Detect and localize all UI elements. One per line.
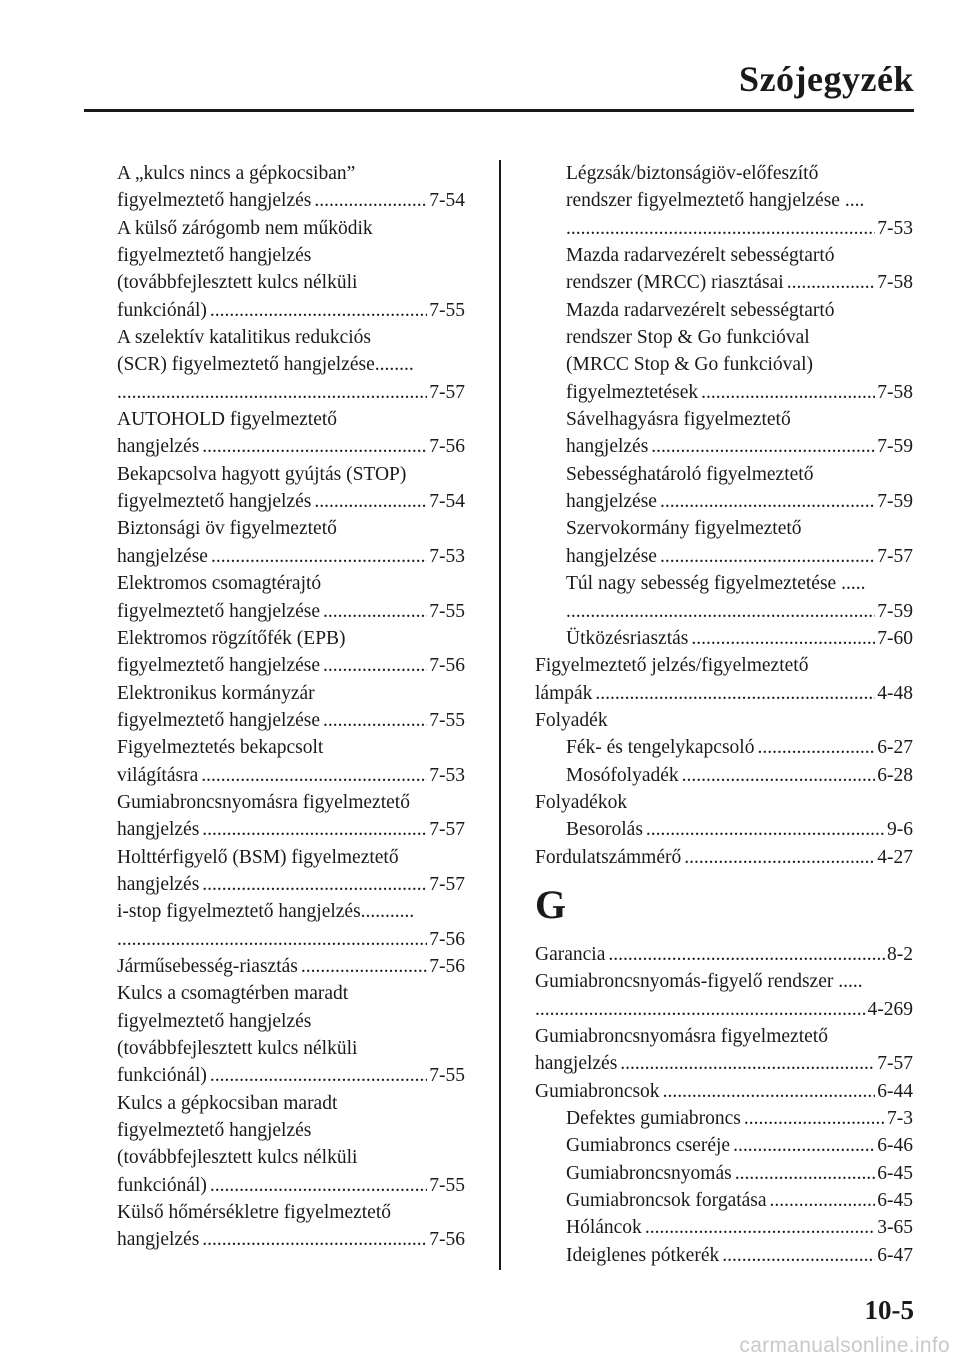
index-entry [535, 515, 913, 570]
entry-page-line [117, 1062, 465, 1089]
dot-leader [323, 652, 427, 679]
page-reference: 7-59 [877, 491, 913, 513]
dot-leader [210, 297, 427, 324]
entry-line: Gumiabroncsnyomás-figyelő rendszer ..... [535, 971, 863, 993]
entry-text: Gumiabroncs cseréje [566, 1135, 731, 1157]
entry-text: Ütközésriasztás [566, 627, 689, 649]
entry-page-line [535, 996, 913, 1023]
entry-page-line [535, 379, 913, 406]
index-column-right [535, 160, 913, 1269]
entry-line: Külső hőmérsékletre figyelmeztető [117, 1202, 391, 1224]
index-heading: Folyadék [535, 709, 608, 731]
entry-page-line [535, 215, 913, 242]
index-column-left [117, 160, 465, 1254]
entry-line: Holttérfigyelő (BSM) figyelmeztető [117, 846, 399, 868]
entry-text: Besorolás [566, 819, 643, 841]
index-entry [117, 980, 465, 1089]
dot-leader [651, 433, 875, 460]
page-reference: 7-57 [429, 873, 465, 895]
entry-page-line [535, 1132, 913, 1159]
page-reference: 7-56 [429, 1229, 465, 1251]
page-reference: 8-2 [887, 943, 913, 965]
entry-page-line [535, 816, 913, 843]
index-entry [117, 789, 465, 844]
entry-line: Elektromos rögzítőfék (EPB) [117, 627, 346, 649]
entry-page-line [117, 1226, 465, 1253]
entry-page-line [535, 543, 913, 570]
dot-leader [646, 816, 885, 843]
dot-leader [314, 488, 427, 515]
entry-page-line [117, 926, 465, 953]
page-reference: 7-55 [429, 600, 465, 622]
entry-line: Sávelhagyásra figyelmeztető [566, 409, 791, 431]
index-entry [535, 762, 913, 789]
index-entry [535, 1132, 913, 1159]
page-reference: 7-55 [429, 709, 465, 731]
entry-line: A szelektív katalitikus redukciós [117, 327, 371, 349]
entry-line: Bekapcsolva hagyott gyújtás (STOP) [117, 463, 407, 485]
entry-page-line [117, 433, 465, 460]
entry-text: hangjelzés [566, 436, 649, 458]
page-reference: 7-59 [877, 436, 913, 458]
dot-leader [660, 543, 875, 570]
index-entry [535, 160, 913, 242]
entry-line: figyelmeztető hangjelzés [117, 245, 312, 267]
entry-text: funkciónál) [117, 299, 207, 321]
dot-leader [202, 816, 427, 843]
dot-leader [314, 187, 427, 214]
entry-text: hangjelzése [566, 491, 657, 513]
entry-text: Fék- és tengelykapcsoló [566, 737, 755, 759]
dot-leader [608, 941, 885, 968]
dot-leader [645, 1214, 875, 1241]
entry-page-line [535, 433, 913, 460]
entry-text: Defektes gumiabroncs [566, 1108, 741, 1129]
dot-leader [117, 926, 427, 953]
dot-leader [301, 953, 427, 980]
index-heading: Folyadékok [535, 791, 628, 813]
index-entry [117, 1199, 465, 1254]
entry-line: (továbbfejlesztett kulcs nélküli [117, 272, 358, 294]
page-reference: 6-45 [877, 1190, 913, 1212]
page-reference: 4-27 [877, 846, 913, 868]
dot-leader [535, 996, 866, 1023]
entry-line: rendszer figyelmeztető hangjelzése .... [566, 190, 865, 212]
entry-page-line [535, 762, 913, 789]
index-entry [117, 515, 465, 570]
entry-line: Túl nagy sebesség figyelmeztetése ..... [566, 573, 866, 595]
index-entry [535, 941, 913, 968]
entry-line: (továbbfejlesztett kulcs nélküli [117, 1147, 358, 1169]
page-reference: 7-56 [429, 655, 465, 677]
page-reference: 7-53 [429, 764, 465, 786]
entry-page-line [117, 707, 465, 734]
entry-page-line [117, 953, 465, 980]
index-entry [117, 215, 465, 324]
entry-text: világításra [117, 764, 199, 786]
entry-line: Sebességhatároló figyelmeztető [566, 463, 814, 485]
entry-page-line [117, 488, 465, 515]
page-reference: 7-57 [877, 1053, 913, 1075]
page-reference: 6-47 [877, 1244, 913, 1266]
entry-page-line [535, 598, 913, 625]
page-reference: 4-269 [867, 998, 913, 1020]
page-reference: 7-55 [429, 1174, 465, 1196]
entry-text: funkciónál) [117, 1174, 207, 1196]
index-entry [535, 406, 913, 461]
index-entry [117, 570, 465, 625]
entry-line: figyelmeztető hangjelzés [117, 1010, 312, 1032]
dot-leader [787, 269, 876, 296]
page-reference: 7-53 [429, 545, 465, 567]
dot-leader [701, 379, 875, 406]
entry-text: hangjelzés [535, 1053, 618, 1075]
entry-text: figyelmeztető hangjelzés [117, 491, 312, 513]
dot-leader [202, 433, 427, 460]
index-entry [117, 160, 465, 215]
entry-text: figyelmeztetések [566, 381, 699, 403]
dot-leader [663, 1078, 876, 1105]
entry-text: Járműsebesség-riasztás [117, 955, 298, 977]
page-reference: 9-6 [887, 819, 913, 841]
dot-leader [733, 1132, 875, 1159]
page-number: 10-5 [864, 1295, 914, 1325]
entry-text: hangjelzés [117, 873, 200, 895]
index-entry [117, 406, 465, 461]
dot-leader [620, 1050, 875, 1077]
entry-text: figyelmeztető hangjelzése [117, 709, 321, 731]
dot-leader [323, 707, 427, 734]
entry-page-line [117, 871, 465, 898]
dot-leader [722, 1242, 875, 1269]
entry-page-line [535, 734, 913, 761]
index-entry [535, 1105, 913, 1132]
entry-page-line [117, 762, 465, 789]
entry-page-line [535, 625, 913, 652]
page-reference: 7-57 [429, 819, 465, 841]
page-reference: 7-57 [429, 381, 465, 403]
page-reference: 6-27 [877, 737, 913, 759]
page-reference: 7-56 [429, 955, 465, 977]
entry-page-line [117, 379, 465, 406]
entry-line: Figyelmeztetés bekapcsolt [117, 737, 324, 759]
dot-leader [660, 488, 875, 515]
index-entry [535, 844, 913, 871]
entry-text: lámpák [535, 682, 593, 704]
page-reference: 7-54 [429, 491, 465, 513]
page-reference: 4-48 [877, 682, 913, 704]
entry-text: figyelmeztető hangjelzése [117, 600, 321, 622]
index-entry [535, 816, 913, 843]
entry-line: rendszer Stop & Go funkcióval [566, 327, 810, 349]
entry-line: Gumiabroncsnyomásra figyelmeztető [535, 1025, 828, 1047]
entry-line: (MRCC Stop & Go funkcióval) [566, 354, 813, 376]
entry-line: Kulcs a gépkocsiban maradt [117, 1092, 338, 1114]
dot-leader [770, 1187, 876, 1214]
entry-line: Gumiabroncsnyomásra figyelmeztető [117, 791, 410, 813]
entry-page-line [535, 1050, 913, 1077]
entry-page-line [535, 488, 913, 515]
index-entry [117, 625, 465, 680]
entry-page-line [117, 543, 465, 570]
page-reference: 7-58 [877, 272, 913, 294]
entry-page-line [117, 297, 465, 324]
entry-line: Biztonsági öv figyelmeztető [117, 518, 337, 540]
entry-page-line [117, 1172, 465, 1199]
entry-text: Ideiglenes pótkerék [566, 1244, 720, 1266]
index-entry [535, 570, 913, 625]
index-entry [535, 297, 913, 406]
page-reference: 7-60 [877, 627, 913, 649]
page-reference: 7-57 [877, 545, 913, 567]
index-entry [117, 953, 465, 980]
entry-page-line [535, 1214, 913, 1241]
page-reference: 6-44 [877, 1080, 913, 1102]
header-rule [84, 109, 914, 112]
entry-text: Mosófolyadék [566, 764, 679, 786]
entry-line: Elektronikus kormányzár [117, 682, 315, 704]
entry-line: Mazda radarvezérelt sebességtartó [566, 245, 835, 267]
page-reference: 7-56 [429, 436, 465, 458]
entry-line: Légzsák/biztonságiöv-előfeszítő [566, 163, 819, 184]
page-reference: 6-28 [877, 764, 913, 786]
entry-page-line [535, 1160, 913, 1187]
entry-text: funkciónál) [117, 1065, 207, 1087]
page-reference: 7-58 [877, 381, 913, 403]
entry-line: figyelmeztető hangjelzés [117, 1120, 312, 1142]
entry-line: A külső zárógomb nem működik [117, 217, 373, 239]
entry-text: Fordulatszámmérő [535, 846, 682, 868]
page-reference: 7-59 [877, 600, 913, 622]
entry-line: (SCR) figyelmeztető hangjelzése........ [117, 354, 414, 376]
entry-line: Kulcs a csomagtérben maradt [117, 983, 349, 1005]
entry-text: Gumiabroncsok [535, 1080, 660, 1102]
entry-text: Hóláncok [566, 1217, 642, 1239]
dot-leader [117, 379, 427, 406]
entry-text: Gumiabroncsok forgatása [566, 1190, 767, 1212]
index-entry [535, 1023, 913, 1078]
dot-leader [323, 598, 427, 625]
dot-leader [682, 762, 876, 789]
index-entry [535, 652, 913, 707]
entry-text: hangjelzése [117, 545, 208, 567]
entry-page-line [117, 816, 465, 843]
index-entry [535, 1242, 913, 1269]
dot-leader [691, 625, 875, 652]
entry-line: (továbbfejlesztett kulcs nélküli [117, 1038, 358, 1059]
index-entry [535, 1160, 913, 1187]
dot-leader [201, 762, 427, 789]
entry-text: Garancia [535, 943, 606, 965]
entry-line: Szervokormány figyelmeztető [566, 518, 802, 540]
dot-leader [735, 1160, 876, 1187]
entry-page-line [535, 941, 913, 968]
entry-line: Mazda radarvezérelt sebességtartó [566, 299, 835, 321]
dot-leader [211, 543, 427, 570]
entry-text: rendszer (MRCC) riasztásai [566, 272, 784, 294]
entry-page-line [535, 844, 913, 871]
entry-text: hangjelzés [117, 819, 200, 841]
entry-page-line [535, 1105, 913, 1132]
dot-leader [566, 215, 875, 242]
entry-line: i-stop figyelmeztető hangjelzés........... [117, 901, 415, 923]
entry-line: Figyelmeztető jelzés/figyelmeztető [535, 655, 809, 677]
dot-leader [202, 871, 427, 898]
index-entry [117, 461, 465, 516]
dot-leader [757, 734, 875, 761]
entry-text: hangjelzése [566, 545, 657, 567]
index-entry [117, 734, 465, 789]
entry-page-line [535, 1242, 913, 1269]
column-divider [499, 160, 501, 1270]
entry-text: Gumiabroncsnyomás [566, 1162, 732, 1184]
dot-leader [595, 680, 875, 707]
entry-page-line [535, 1078, 913, 1105]
page-reference: 7-54 [429, 190, 465, 212]
entry-text: figyelmeztető hangjelzése [117, 655, 321, 677]
page-reference: 7-3 [887, 1108, 913, 1129]
dot-leader [210, 1172, 427, 1199]
index-entry [117, 1090, 465, 1199]
index-entry [535, 461, 913, 516]
page-reference: 7-55 [429, 299, 465, 321]
watermark: carmanualsonline.info [739, 1334, 950, 1357]
index-entry [535, 1078, 913, 1105]
page-reference: 7-56 [429, 928, 465, 950]
entry-page-line [117, 652, 465, 679]
page-reference: 6-46 [877, 1135, 913, 1157]
index-entry [535, 242, 913, 297]
entry-text: hangjelzés [117, 1229, 200, 1251]
page-reference: 3-65 [877, 1217, 913, 1239]
index-entry [117, 844, 465, 899]
index-entry [535, 968, 913, 1023]
entry-page-line [535, 1187, 913, 1214]
entry-page-line [535, 269, 913, 296]
page-reference: 7-53 [877, 217, 913, 239]
dot-leader [210, 1062, 427, 1089]
index-entry [117, 324, 465, 406]
entry-line: A „kulcs nincs a gépkocsiban” [117, 163, 356, 184]
page-reference: 7-55 [429, 1065, 465, 1087]
entry-text: hangjelzés [117, 436, 200, 458]
index-entry [117, 898, 465, 953]
entry-line: Elektromos csomagtérajtó [117, 573, 322, 595]
entry-page-line [535, 680, 913, 707]
page-reference: 6-45 [877, 1162, 913, 1184]
index-entry [535, 1214, 913, 1241]
entry-line: AUTOHOLD figyelmeztető [117, 409, 338, 431]
index-entry [535, 625, 913, 652]
section-letter: G [535, 881, 567, 927]
index-entry [535, 734, 913, 761]
dot-leader [566, 598, 875, 625]
dot-leader [744, 1105, 885, 1132]
index-entry [117, 680, 465, 735]
entry-page-line [117, 187, 465, 214]
entry-page-line [117, 598, 465, 625]
page-title: Szójegyzék [739, 59, 914, 99]
dot-leader [684, 844, 875, 871]
entry-text: figyelmeztető hangjelzés [117, 190, 312, 212]
dot-leader [202, 1226, 427, 1253]
index-entry [535, 1187, 913, 1214]
